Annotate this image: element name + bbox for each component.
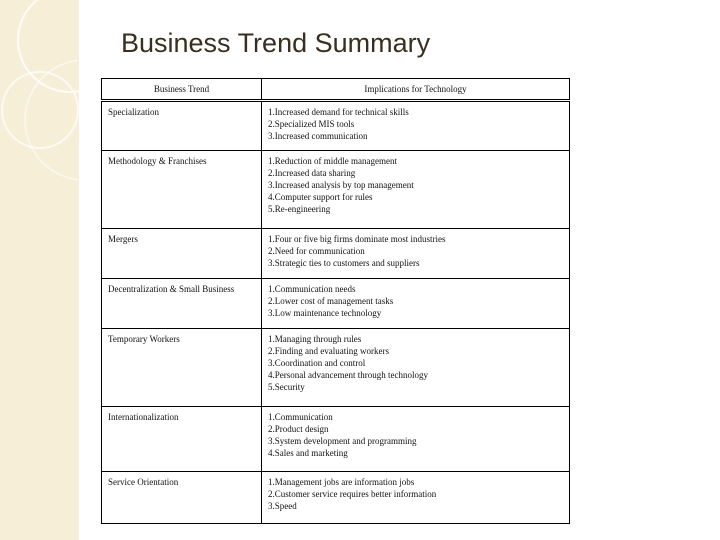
trend-cell: Decentralization & Small Business <box>102 279 262 329</box>
implication-item: 1.Four or five big firms dominate most industries <box>268 234 446 244</box>
trend-cell: Specialization <box>102 101 262 151</box>
implication-item: 2.Lower cost of management tasks <box>268 296 394 306</box>
implications-cell <box>262 329 570 407</box>
table-row <box>102 472 570 524</box>
trend-cell: Methodology & Franchises <box>102 151 262 229</box>
implication-item: 1.Managing through rules <box>268 334 362 344</box>
implication-item: 2.Need for communication <box>268 246 365 256</box>
implication-item: 3.System development and programming <box>268 436 417 446</box>
implication-item: 2.Specialized MIS tools <box>268 119 355 129</box>
business-trend-table <box>101 78 570 524</box>
implication-item: 1.Reduction of middle management <box>268 156 397 166</box>
implication-item: 5.Security <box>268 382 305 392</box>
table-body <box>102 101 570 524</box>
table-header-row <box>102 79 570 101</box>
table-row <box>102 101 570 151</box>
implication-item: 2.Customer service requires better information <box>268 489 437 499</box>
implication-item: 1.Management jobs are information jobs <box>268 477 415 487</box>
header-business-trend: Business Trend <box>102 79 262 101</box>
implication-item: 1.Communication needs <box>268 284 356 294</box>
implications-cell <box>262 407 570 472</box>
trend-cell: Internationalization <box>102 407 262 472</box>
table-row <box>102 329 570 407</box>
trend-cell: Temporary Workers <box>102 329 262 407</box>
implications-cell <box>262 279 570 329</box>
implication-item: 2.Product design <box>268 424 329 434</box>
implication-item: 3.Increased analysis by top management <box>268 180 414 190</box>
implication-item: 3.Low maintenance technology <box>268 308 382 318</box>
implication-item: 2.Finding and evaluating workers <box>268 346 389 356</box>
implication-item: 3.Increased communication <box>268 131 368 141</box>
implication-item: 4.Computer support for rules <box>268 192 373 202</box>
implication-item: 1.Communication <box>268 412 333 422</box>
trend-cell: Service Orientation <box>102 472 262 524</box>
implications-cell <box>262 151 570 229</box>
implications-cell <box>262 472 570 524</box>
implications-cell <box>262 101 570 151</box>
table-row <box>102 151 570 229</box>
implication-item: 2.Increased data sharing <box>268 168 356 178</box>
table-row <box>102 407 570 472</box>
table-row <box>102 229 570 279</box>
trend-cell: Mergers <box>102 229 262 279</box>
implication-item: 1.Increased demand for technical skills <box>268 107 409 117</box>
decorative-rings <box>0 0 79 540</box>
implications-cell <box>262 229 570 279</box>
implication-item: 3.Speed <box>268 501 297 511</box>
implication-item: 4.Sales and marketing <box>268 448 348 458</box>
implication-item: 3.Coordination and control <box>268 358 366 368</box>
implication-item: 4.Personal advancement through technology <box>268 370 428 380</box>
table-row <box>102 279 570 329</box>
header-implications: Implications for Technology <box>262 79 570 101</box>
implication-item: 3.Strategic ties to customers and suppliers <box>268 258 420 268</box>
implication-item: 5.Re-engineering <box>268 204 331 214</box>
slide-title: Business Trend Summary <box>121 28 431 58</box>
